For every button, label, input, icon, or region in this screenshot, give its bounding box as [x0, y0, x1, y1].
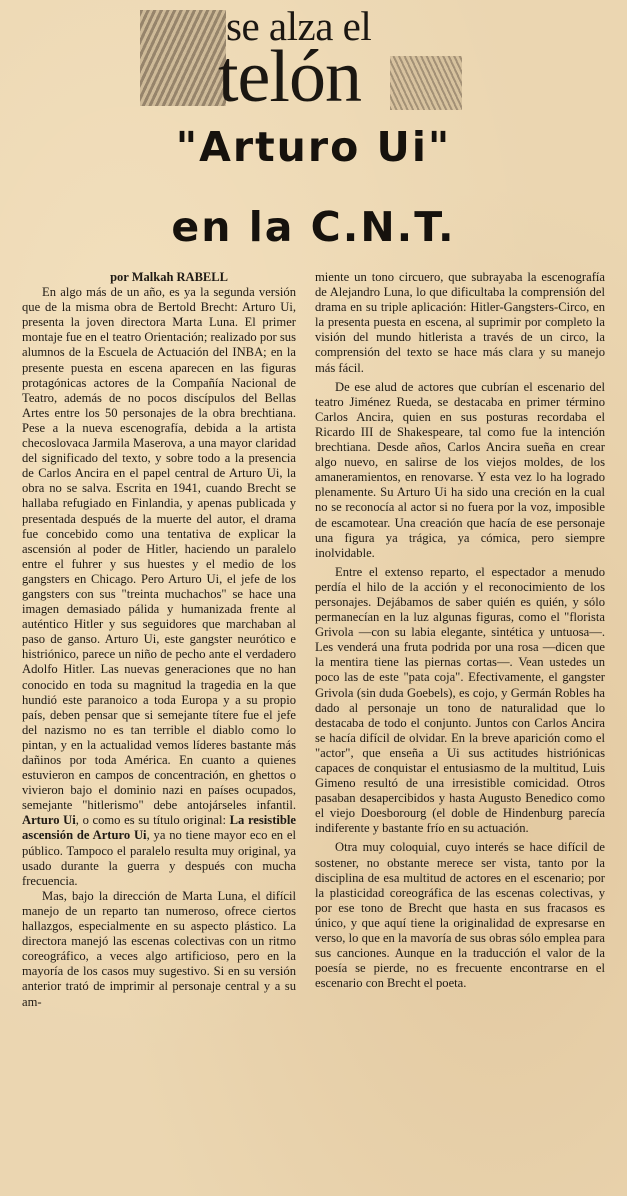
paragraph: Otra muy coloquial, cuyo interés se hace difícil de sostener, no obstante merece ser vista, tanto por la disciplina de esa multitud de actores en el escenario; por la plasticidad coreográfica de las escenas colectivas, y por ese tono de Brecht que hasta en sus fracasos es único, y que aquí tiene la originalidad de expresarse en verso, lo que en la mavoría de sus obras sólo emplea para sus canciones. Aunque en la traducción el valor de la poesía se pierde, no es frecuente encontrarse en el escenario con Brecht el poeta. [315, 840, 605, 991]
section-logo-line1: se alza el [226, 3, 372, 49]
bold-title: La resistible ascensión de Arturo Ui [22, 813, 296, 843]
paragraph-text: , o como es su título original: [75, 813, 230, 828]
byline-prefix: por [110, 270, 129, 284]
section-logo [140, 3, 465, 118]
byline [22, 270, 296, 285]
paragraph: miente un tono circuero, que subrayaba la escenografía de Alejandro Luna, lo que dificultaba la comprensión del drama en su triple aplicación: Hitler-Gangsters-Circo, en la presenta puesta en escena, al suprimir por completo la visión del mundo hitlerista a través de un circo, la comprensión del texto se hace más clara y su manejo más fácil. [315, 270, 605, 375]
headline-line2: en la C.N.T. [171, 203, 456, 251]
bold-title: Arturo Ui [22, 813, 76, 828]
article-column-2 [315, 270, 605, 991]
paragraph: Mas, bajo la dirección de Marta Luna, el difícil manejo de un reparto tan numeroso, ofrece ciertos hallazgos, especialmente en su aspecto plástico. La directora manejó las escenas colectivas con un ritmo coreográfico, a veces algo artificioso, pero en la mayoría de los casos muy sugestivo. Si en su versión anterior trató de imprimir al personaje central y a su am- [22, 888, 296, 1009]
paragraph: De ese alud de actores que cubrían el escenario del teatro Jiménez Rueda, se destacaba en primer término Carlos Ancira, quien en sus posturas recordaba el Ricardo III de Shakespeare, tal como fue la intención brechtiana. Desde años, Carlos Ancira sueña en crear algo nuevo, en salirse de los viejos moldes, de los amaneramientos, en renovarse. Y esta vez lo ha logrado plenamente. Su Arturo Ui ha sido una creción en la cual no se reconocía al actor si no fuera por la voz, imposible de escamotear. Una creación que hacía de ese personaje una figura ya trágica, ya cómica, pero siempre inolvidable. [315, 379, 605, 560]
paragraph-text: En algo más de un año, es ya la segunda versión que de la misma obra de Bertold Brecht: Arturo Ui, presenta la joven directora Marta Luna. El primer montaje fue en el teatro Orientación; realizado por sus alumnos de la Escuela de Actuación del INBA; en la presente puesta en escena aparecen en las figuras protagónicas actores de la Compañía Nacional de Teatro, además de no pocos discípulos del Bellas Artes entre los 50 personajes de la obra brechtiana. Pese a la nueva escenografía, debida a la artista checoslovaca Jarmila Maserova, a una mayor claridad del significado del texto, y sobre todo a la presencia de Carlos Ancira en el papel central de Arturo Ui, la obra no se salva. Escrita en 1941, cuando Brecht se hallaba refugiado en Finlandia, y apenas publicada y presentada después de la muerte del autor, el drama fue concebido como una tentativa de explicar la ascensión al poder de Hitler, haciendo un paralelo entre el fuhrer y sus huestes y el medio de los gangsters en Chicago. Pero Arturo Ui, el jefe de los gangsters con sus "treinta muchachos" se hace una imagen demasiado pálida y humanizada frente al auténtico Hitler y sus seguidores que marchaban al paso de ganso. Arturo Ui, este gangster neurótico e histriónico, parece un niño de pecho ante el verdadero Adolfo Hitler. Las nuevas generaciones que no han conocido en toda su magnitud la tragedia en la que hundió este paranoico a toda Europa y a su propio país, deben pensar que si semejante títere fue el jefe del nazismo no es tan terrible el diablo como lo pintan, y en la actualidad vemos líderes bastante más dañinos por toda América. En cuanto a quienes estuvieron en campos de concentración, en ghettos o vivieron bajo el dominio nazi en países ocupados, semejante "hitlerismo" debe antojárseles infantil. [22, 285, 296, 813]
section-logo-line2: telón [218, 36, 361, 118]
headline-line1: "Arturo Ui" [175, 123, 452, 171]
logo-texture-left [140, 10, 226, 106]
paragraph [22, 285, 296, 889]
paragraph-text: , ya no tiene mayor eco en el público. Tampoco el paralelo resulta muy original, ya usado durante la guerra y después con mucha frecuencia. [22, 828, 296, 888]
paragraph: Entre el extenso reparto, el espectador a menudo perdía el hilo de la acción y el reconocimiento de los personajes. Dejábamos de saber quién es quién, y sólo permanecían en la luz algunas figuras, como el "florista Grivola —con su labia elegante, sintética y untuosa—. Les venderá una fruta podrida por una rosa —dicen que la mentira tiene las piernas cortas—. Vean ustedes un poco las de este "pata coja". Efectivamente, el gangster Grivola (sin duda Goebels), es cojo, y Germán Robles ha dado al personaje un tono de naturalidad que lo destacaba de todo el conjunto. Juntos con Carlos Ancira se hacía difícil de olvidar. En la breve aparición como el "actor", que enseña a Ui sus actitudes histriónicas capaces de conquistar el entusiasmo de la multitud, Luis Gimeno resultó de una irresistible comicidad. Otros pasaban desapercibidos y hasta Augusto Benedico como el viejo Doesborourg (el doble de Hindenburg parecía indiferente y bastante frío en su actuación. [315, 564, 605, 836]
logo-texture-right [390, 56, 462, 110]
byline-author: Malkah RABELL [131, 270, 228, 284]
article-column-1 [22, 270, 296, 1010]
